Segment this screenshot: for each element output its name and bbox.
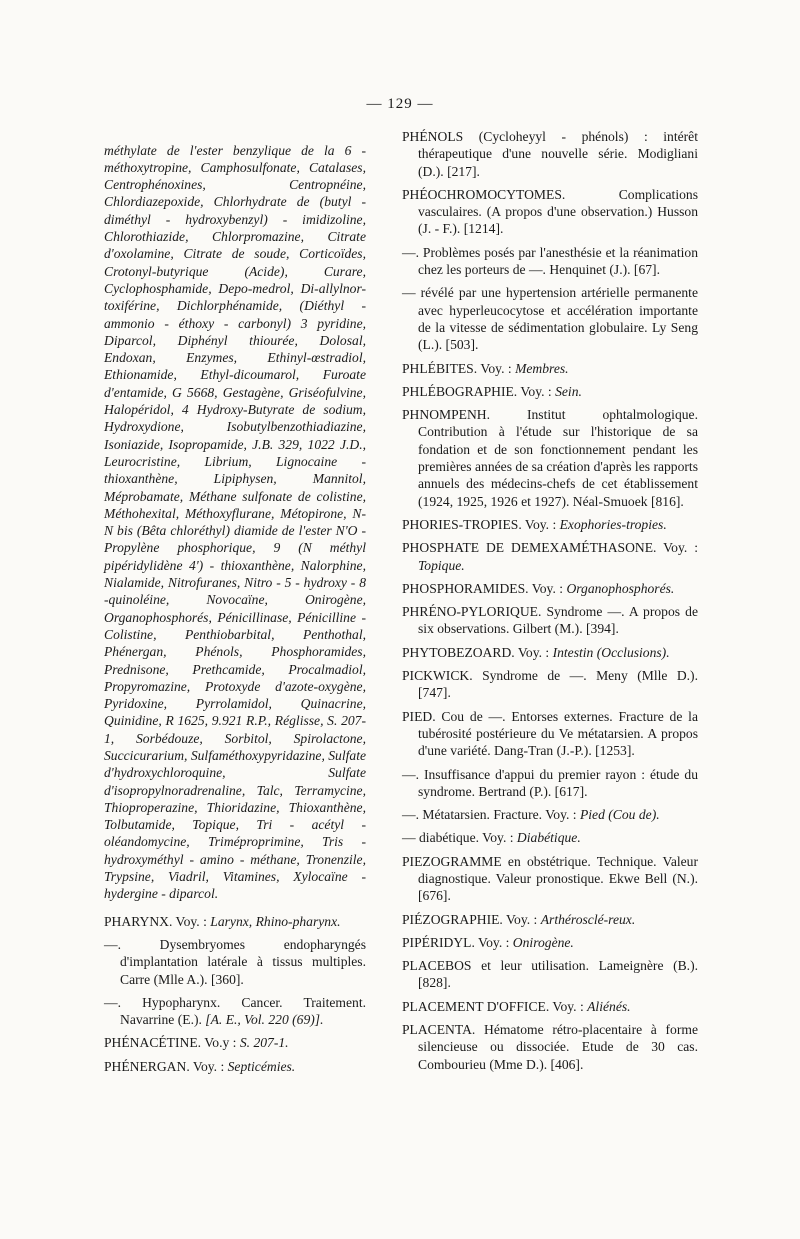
- entry-heading: PLACEMENT D'OFFICE.: [402, 998, 550, 1014]
- entry-body: Voy. :: [531, 580, 567, 596]
- entry-body: Voy. :: [520, 383, 556, 399]
- index-entry: [402, 934, 698, 951]
- index-entry: [402, 539, 698, 574]
- index-entry: [402, 406, 698, 510]
- entry-heading: PHOSPHATE DE DEMEXAMÉTHASONE.: [402, 540, 657, 556]
- entry-heading: PIED.: [402, 708, 436, 724]
- entry-body: Fracture. Voy. :: [493, 807, 580, 823]
- index-entry: [402, 244, 698, 279]
- entry-body: Voy. :: [663, 540, 698, 556]
- index-entry: [104, 1058, 366, 1075]
- entry-body: Voy. :: [482, 830, 517, 846]
- index-entry: [402, 998, 698, 1015]
- entry-body: Syndrome —. A propos de six observations. Gilbert (M.). [394].: [418, 604, 698, 637]
- index-entry: [402, 383, 698, 400]
- index-entry: [402, 186, 698, 238]
- index-entry: [104, 994, 366, 1029]
- entry-body: endopharyngés d'implantation latérale à tissus multiples. Carre (Mlle A.). [360].: [120, 936, 366, 987]
- entry-body: Voy. :: [478, 934, 513, 950]
- entry-reference: Onirogène.: [512, 934, 574, 950]
- index-entry: [104, 936, 366, 988]
- entry-body: Voy. :: [175, 913, 211, 929]
- entry-reference: Intestin (Occlusions).: [552, 644, 670, 660]
- entry-heading: PHLÉBOGRAPHIE.: [402, 383, 518, 399]
- entry-reference: Arthérosclé-reux.: [540, 911, 636, 927]
- entry-heading: —. Dysembryomes: [104, 936, 246, 952]
- entry-heading: PHRÉNO-PYLORIQUE.: [402, 604, 542, 620]
- entry-body: Hématome rétro-placentaire à forme silencieuse ou dissociée. Etude de 30 cas. Combourieu (Mme D.). [406].: [418, 1022, 698, 1072]
- entry-heading: PHNOMPENH.: [402, 407, 490, 423]
- entry-body: révélé par une hypertension artérielle permanente avec hyperleucocytose et accélération importante de la vitesse de sédimentation globulaire. Ly Seng (L.). [503].: [418, 285, 698, 353]
- entry-heading: PHÉNOLS: [402, 129, 464, 144]
- index-entry: [104, 1034, 366, 1051]
- index-entry: [402, 580, 698, 597]
- index-entry: [402, 284, 698, 353]
- entry-heading: PLACENTA.: [402, 1022, 476, 1038]
- entry-reference: S. 207-1.: [239, 1035, 289, 1051]
- index-entry: [402, 603, 698, 638]
- entry-reference: Sein.: [555, 383, 582, 399]
- index-entry: [402, 1021, 698, 1073]
- entry-body: Voy. :: [517, 644, 553, 660]
- entry-heading: PHYTOBEZOARD.: [402, 644, 515, 660]
- entry-heading: PIPÉRIDYL.: [402, 934, 475, 950]
- index-entry: [402, 516, 698, 533]
- entry-heading: PHOSPHORAMIDES.: [402, 580, 529, 596]
- index-entry: [402, 128, 698, 180]
- entry-heading: PHORIES-TROPIES.: [402, 516, 522, 532]
- entry-reference: Larynx, Rhino-pharynx.: [210, 913, 341, 929]
- entry-reference: Organophosphorés.: [566, 580, 675, 596]
- entry-body: Cancer. Traitement. Navarrine (E.).: [120, 994, 366, 1028]
- continuation-text: méthylate de l'ester benzylique de la 6 - méthoxytropine, Camphosulfonate, Catalases, Centrophénoxines, Centropnéine, Chlordiazepoxide, Chlorhydrate de (butyl - diméthyl - hydroxybenzyl) - imidizoline, Chlorothiazide, Chlorpromazine, Citrate d'oxolamine, Citrate de soude, Corticoïdes, Crotonyl-butyrique (Acide), Curare, Cyclophosphamide, Depo-medrol, Di-allylnor-toxiférine, Dichlorphénamide, (Diéthyl - ammonio - éthoxy - carbonyl) 3 pyridine, Diparcol, Diphényl thiourée, Dolosal, Endoxan, Enzymes, Ethinyl-œstradiol, Ethionamide, Ethyl-dicoumarol, Furoate d'entamide, G 5668, Gestagène, Griséofulvine, Halopéridol, 4 Hydroxy-Butyrate de sodium, Hydroxydione, Isobutylbenzothiadiazine, Isoniazide, Isopropamide, J.B. 329, 1022 J.D., Leurocristine, Librium, Lignocaine - thioxanthène, Lipiphysen, Mannitol, Méprobamate, Méthane sulfonate de colistine, Méthohexital, Méthoxyflurane, Métopirone, N-N bis (Bêta chloréthyl) diamide de l'ester N'O - Propylène phosphorique, 9 (N méthyl pipéridylidène 4') - thioxanthène, Nalorphine, Nialamide, Nitrofuranes, Nitro - 5 - hydroxy - 8 -quinoléine, Novocaïne, Onirogène, Organophosphorés, Pénicillinase, Pénicilline - Colistine, Penthiobarbital, Penthothal, Phénergan, Phénols, Phosphoramides, Prednisone, Prethcamide, Procalmadiol, Propyromazine, Protoxyde d'azote-oxygène, Pyridoxine, Pyrrolamidol, Quinacrine, Quinidine, R 1625, 9.921 R.P., Réglisse, S. 207-1, Sorbédouze, Sorbitol, Spirolactone, Succicurarium, Sulfaméthoxypyridazine, Sulfate d'hydroxychloroquine, Sulfate d'isopropylnoradrenaline, Talc, Terramycine, Thioproperazine, Thioridazine, Thioxanthène, Tolbutamide, Topique, Tri - acétyl - oléandomycine, Triméproprimine, Tris - hydroxyméthyl - amino - méthane, Tronenzile, Trypsine, Viadril, Vitamines, Xylocaïne - hydergine - diparcol.: [104, 142, 367, 902]
- index-entry: [402, 957, 698, 992]
- entry-heading: PHÉNACÉTINE.: [104, 1035, 202, 1051]
- entry-body: (Cycloheyyl - phénols) : intérêt thérapeutique d'une nouvelle série. Modigliani (D.). [217].: [418, 129, 698, 179]
- entry-heading: —: [402, 285, 416, 301]
- page-number: — 129 —: [366, 96, 434, 112]
- index-entry: [402, 853, 698, 905]
- entry-heading: —.: [402, 244, 419, 260]
- entry-heading: PHLÉBITES.: [402, 360, 478, 376]
- entry-body: Cou de —. Entorses externes. Fracture de la tubérosité postérieure du Ve métatarsien. A propos d'une variété. Dang-Tran (J.-P.). [1253].: [418, 708, 698, 759]
- index-entry: [402, 667, 698, 702]
- entry-heading: — diabétique.: [402, 830, 480, 846]
- index-entry: [402, 911, 698, 928]
- entry-heading: —.: [402, 766, 419, 782]
- entry-heading: PIEZOGRAMME: [402, 853, 502, 869]
- entry-body: Voy. :: [524, 516, 560, 532]
- left-column: [104, 128, 366, 1081]
- entry-reference: Pied (Cou de).: [579, 807, 660, 823]
- entry-reference: Diabétique.: [516, 830, 581, 846]
- entry-body: Voy. :: [192, 1058, 228, 1074]
- entry-body: et leur utilisation. Lameignère (B.). [828].: [418, 958, 698, 991]
- entry-reference: Aliénés.: [587, 998, 631, 1014]
- entry-body: Syndrome de —. Meny (Mlle D.). [747].: [418, 668, 698, 701]
- entry-heading: PHARYNX.: [104, 913, 173, 929]
- entry-reference: Exophories-tropies.: [559, 516, 667, 532]
- entry-body: Complications vasculaires. (A propos d'une observation.) Husson (J. - F.). [1214].: [418, 186, 698, 237]
- index-entry: [402, 806, 698, 823]
- entry-heading: PICKWICK.: [402, 668, 473, 684]
- index-entry: [402, 708, 698, 760]
- entry-body: Voy. :: [505, 911, 541, 927]
- entry-heading: —. Métatarsien.: [402, 807, 490, 823]
- entry-heading: PHÉOCHROMOCYTOMES.: [402, 186, 566, 202]
- entry-body: Insuffisance d'appui du premier rayon : étude du syndrome. Bertrand (P.). [617].: [418, 766, 698, 799]
- entry-body: Voy. :: [552, 998, 588, 1014]
- index-entry: [402, 360, 698, 377]
- entry-heading: PIÉZOGRAPHIE.: [402, 911, 503, 927]
- entry-heading: —. Hypopharynx.: [104, 994, 221, 1010]
- entry-body: Vo.y :: [204, 1035, 240, 1051]
- left-entries: [104, 913, 366, 1075]
- entry-reference: Septicémies.: [227, 1058, 296, 1074]
- index-entry: [402, 644, 698, 661]
- entry-reference: [A. E., Vol. 220 (69)].: [205, 1012, 324, 1028]
- right-entries: [402, 128, 698, 1073]
- entry-heading: PLACEBOS: [402, 958, 472, 974]
- index-entry: [402, 829, 698, 846]
- entry-reference: Membres.: [515, 360, 569, 376]
- entry-body: Voy. :: [480, 360, 516, 376]
- entry-body: en obstétrique. Technique. Valeur diagnostique. Valeur pronostique. Ekwe Bell (N.). [676].: [418, 853, 698, 904]
- entry-heading: PHÉNERGAN.: [104, 1058, 190, 1074]
- index-entry: [402, 766, 698, 801]
- entry-body: Problèmes posés par l'anesthésie et la réanimation chez les porteurs de —. Henquinet (J.). [67].: [418, 244, 698, 278]
- entry-body: Institut ophtalmologique. Contribution à l'étude sur l'historique de sa fondation et de son fonctionnement pendant les premières années de sa création d'après les rapports annuels des médecins-chefs de cet établissement (1924, 1925, 1926 et 1927). Néal-Smuoek [816].: [418, 407, 698, 509]
- right-column: [402, 128, 698, 1079]
- entry-reference: Topique.: [418, 557, 465, 573]
- index-entry: [104, 913, 366, 930]
